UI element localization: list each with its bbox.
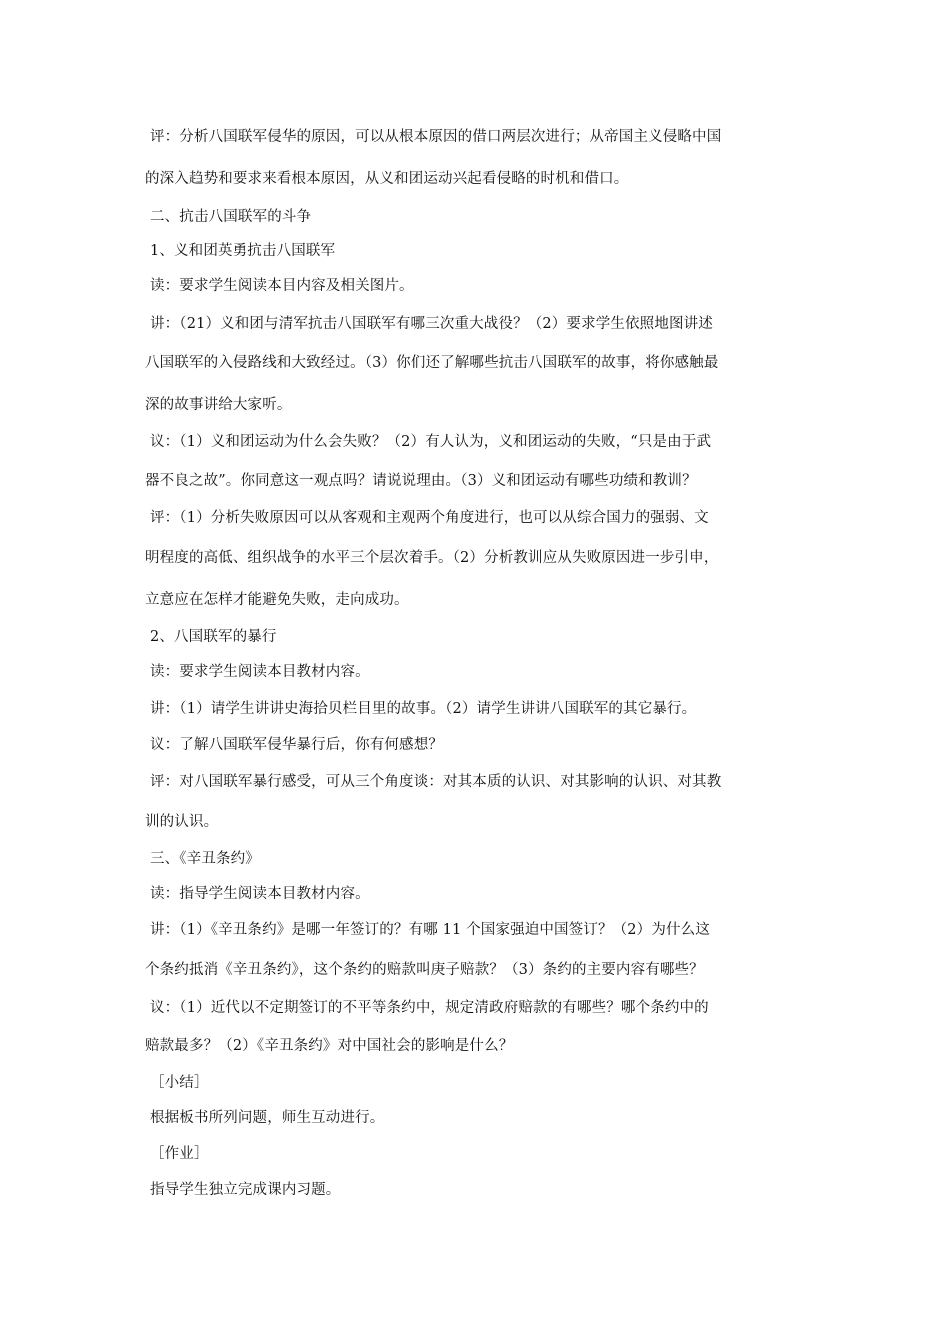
- subsection-heading-1: 1、义和团英勇抗击八国联军: [150, 243, 336, 259]
- paragraph-review-2: 评：对八国联军暴行感受，可从三个角度谈：对其本质的认识、对其影响的认识、对其教: [150, 774, 722, 790]
- paragraph-discuss-3-cont: 赔款最多？（2）《辛丑条约》对中国社会的影响是什么？: [145, 1038, 514, 1054]
- paragraph-lecture-2: 讲：（1）请学生讲讲史海拾贝栏目里的故事。（2）请学生讲讲八国联军的其它暴行。: [150, 701, 697, 717]
- paragraph-discuss-1: 议：（1）义和团运动为什么会失败？（2）有人认为，义和团运动的失败，“只是由于武: [150, 434, 712, 450]
- paragraph-lecture-3-cont: 个条约抵消《辛丑条约》，这个条约的赔款叫庚子赔款？（3）条约的主要内容有哪些？: [145, 962, 704, 978]
- summary-text: 根据板书所列问题，师生互动进行。: [150, 1110, 385, 1126]
- homework-text: 指导学生独立完成课内习题。: [150, 1182, 341, 1198]
- paragraph-lecture-3: 讲：（1）《辛丑条约》是哪一年签订的？有哪 11 个国家强迫中国签订？（2）为什么这: [150, 922, 710, 938]
- homework-heading: ［作业］: [150, 1146, 209, 1162]
- paragraph-lecture-1-cont: 八国联军的入侵路线和大致经过。（3）你们还了解哪些抗击八国联军的故事，将你感触最: [145, 355, 719, 371]
- paragraph-lecture-1-end: 深的故事讲给大家听。: [145, 397, 292, 413]
- paragraph-review-2-cont: 训的认识。: [145, 814, 219, 830]
- paragraph-review-1-end: 立意应在怎样才能避免失败，走向成功。: [145, 592, 409, 608]
- paragraph-discuss-2: 议：了解八国联军侵华暴行后，你有何感想？: [150, 737, 443, 753]
- section-heading-2: 二、抗击八国联军的斗争: [150, 209, 312, 225]
- paragraph-read-3: 读：指导学生阅读本目教材内容。: [150, 886, 370, 902]
- paragraph-discuss-3: 议：（1）近代以不定期签订的不平等条约中，规定清政府赔款的有哪些？哪个条约中的: [150, 1000, 709, 1016]
- paragraph-review-1: 评：（1）分析失败原因可以从客观和主观两个角度进行，也可以从综合国力的强弱、文: [150, 510, 709, 526]
- paragraph-read-2: 读：要求学生阅读本目教材内容。: [150, 664, 370, 680]
- paragraph-discuss-1-cont: 器不良之故”。你同意这一观点吗？请说说理由。（3）义和团运动有哪些功绩和教训？: [145, 473, 697, 489]
- paragraph-read-1: 读：要求学生阅读本目内容及相关图片。: [150, 278, 414, 294]
- paragraph-review-causes-cont: 的深入趋势和要求来看根本原因，从义和团运动兴起看侵略的时机和借口。: [145, 171, 629, 187]
- paragraph-review-1-cont: 明程度的高低、组织战争的水平三个层次着手。（2）分析教训应从失败原因进一步引申，: [145, 550, 719, 566]
- paragraph-review-causes: 评：分析八国联军侵华的原因，可以从根本原因的借口两层次进行；从帝国主义侵略中国: [150, 129, 722, 145]
- summary-heading: ［小结］: [150, 1075, 209, 1091]
- subsection-heading-2: 2、八国联军的暴行: [150, 629, 277, 645]
- paragraph-lecture-1: 讲：（21）义和团与清军抗击八国联军有哪三次重大战役？（2）要求学生依照地图讲述: [150, 316, 713, 332]
- section-heading-3: 三、《辛丑条约》: [150, 851, 260, 867]
